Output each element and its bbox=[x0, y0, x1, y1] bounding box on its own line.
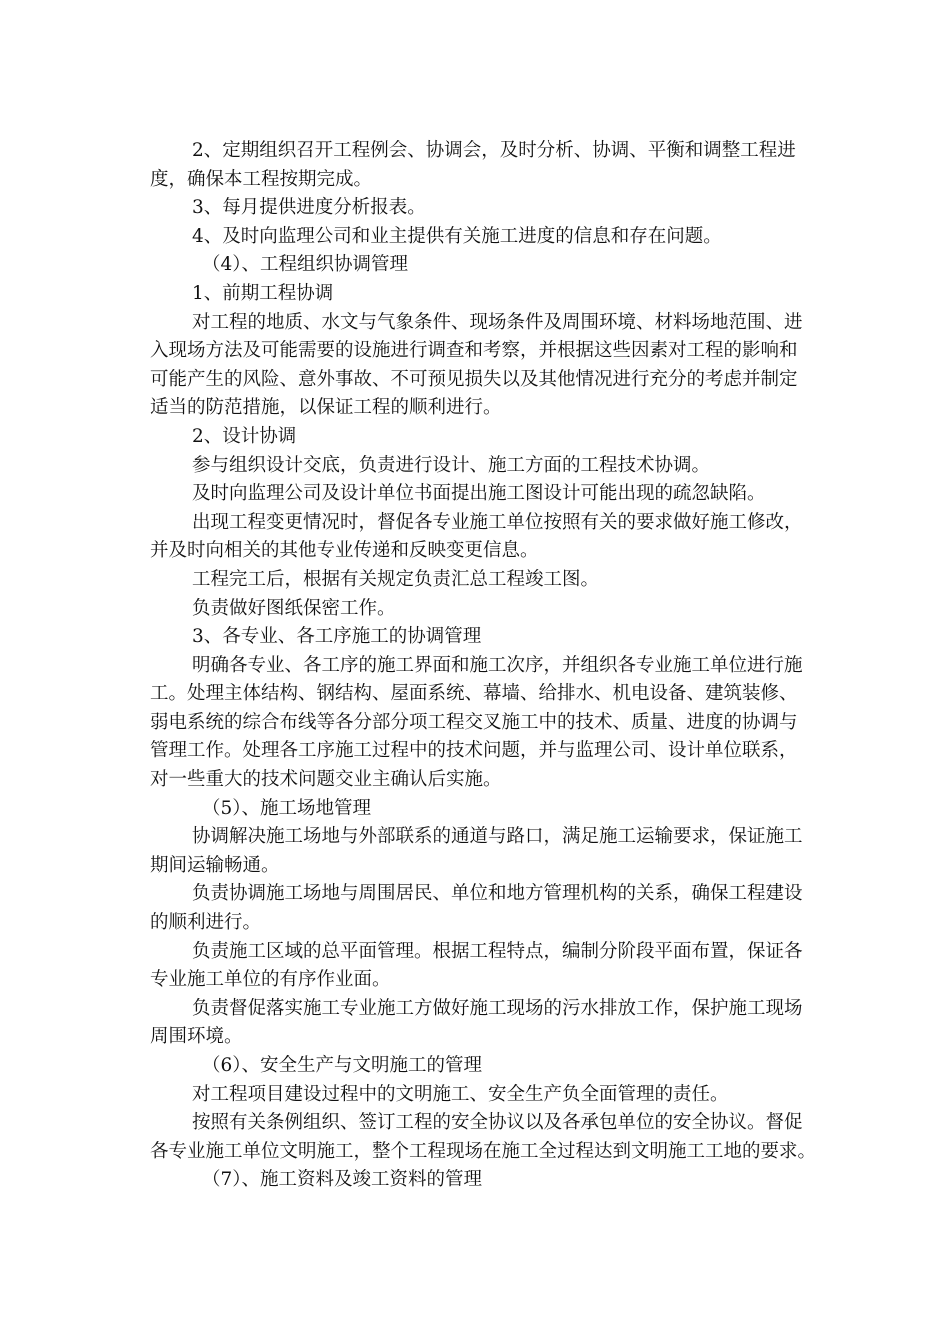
text-line: 专业施工单位的有序作业面。 bbox=[150, 969, 391, 991]
body-paragraph bbox=[150, 452, 832, 481]
text-line: 度，确保本工程按期完成。 bbox=[150, 168, 373, 190]
text-line: 3、每月提供进度分析报表。 bbox=[192, 197, 426, 219]
body-paragraph bbox=[150, 595, 832, 624]
text-line: （5）、施工场地管理 bbox=[202, 797, 372, 819]
body-paragraph bbox=[150, 137, 832, 194]
text-line: 2、设计协调 bbox=[192, 425, 297, 447]
text-line: 入现场方法及可能需要的设施进行调查和考察，并根据这些因素对工程的影响和 bbox=[150, 340, 798, 362]
section-heading bbox=[150, 251, 832, 280]
body-paragraph bbox=[150, 223, 832, 252]
body-paragraph bbox=[150, 423, 832, 452]
body-paragraph bbox=[150, 194, 832, 223]
text-line: 明确各专业、各工序的施工界面和施工次序，并组织各专业施工单位进行施 bbox=[192, 654, 803, 676]
body-paragraph bbox=[150, 509, 832, 566]
body-paragraph bbox=[150, 1081, 832, 1110]
text-line: 负责施工区域的总平面管理。根据工程特点，编制分阶段平面布置，保证各 bbox=[192, 940, 803, 962]
text-line: 期间运输畅通。 bbox=[150, 854, 280, 876]
text-line: 协调解决施工场地与外部联系的通道与路口，满足施工运输要求，保证施工 bbox=[192, 826, 803, 848]
body-paragraph bbox=[150, 652, 832, 795]
body-paragraph bbox=[150, 566, 832, 595]
text-line: 周围环境。 bbox=[150, 1026, 243, 1048]
text-line: 工程完工后，根据有关规定负责汇总工程竣工图。 bbox=[192, 568, 600, 590]
text-line: 4、及时向监理公司和业主提供有关施工进度的信息和存在问题。 bbox=[192, 225, 722, 247]
text-line: （6）、安全生产与文明施工的管理 bbox=[202, 1055, 483, 1076]
body-paragraph bbox=[150, 309, 832, 423]
document-page bbox=[150, 137, 832, 1195]
body-paragraph bbox=[150, 280, 832, 309]
text-line: 适当的防范措施，以保证工程的顺利进行。 bbox=[150, 397, 502, 419]
text-line: 弱电系统的综合布线等各分部分项工程交叉施工中的技术、质量、进度的协调与 bbox=[150, 711, 798, 733]
section-heading bbox=[150, 1166, 832, 1195]
text-line: 可能产生的风险、意外事故、不可预见损失以及其他情况进行充分的考虑并制定 bbox=[150, 368, 798, 390]
body-paragraph bbox=[150, 880, 832, 937]
text-line: 工。处理主体结构、钢结构、屋面系统、幕墙、给排水、机电设备、建筑装修、 bbox=[150, 683, 798, 705]
text-line: 对工程的地质、水文与气象条件、现场条件及周围环境、材料场地范围、进 bbox=[192, 311, 803, 333]
text-line: （4）、工程组织协调管理 bbox=[202, 254, 409, 276]
text-line: 1、前期工程协调 bbox=[192, 282, 334, 304]
text-line: 3、各专业、各工序施工的协调管理 bbox=[192, 626, 482, 648]
text-line: 负责做好图纸保密工作。 bbox=[192, 597, 396, 619]
body-paragraph bbox=[150, 823, 832, 880]
body-paragraph bbox=[150, 623, 832, 652]
text-line: 各专业施工单位文明施工，整个工程现场在施工全过程达到文明施工工地的要求。 bbox=[150, 1140, 817, 1162]
section-heading bbox=[150, 1052, 832, 1081]
text-line: 并及时向相关的其他专业传递和反映变更信息。 bbox=[150, 540, 539, 562]
text-line: 按照有关条例组织、签订工程的安全协议以及各承包单位的安全协议。督促 bbox=[192, 1112, 803, 1134]
body-paragraph bbox=[150, 1109, 832, 1166]
text-line: 出现工程变更情况时，督促各专业施工单位按照有关的要求做好施工修改， bbox=[192, 511, 803, 533]
text-line: （7）、施工资料及竣工资料的管理 bbox=[202, 1169, 483, 1191]
text-line: 2、定期组织召开工程例会、协调会，及时分析、协调、平衡和调整工程进 bbox=[192, 140, 796, 161]
text-line: 及时向监理公司及设计单位书面提出施工图设计可能出现的疏忽缺陷。 bbox=[192, 483, 766, 505]
body-paragraph bbox=[150, 938, 832, 995]
text-line: 负责督促落实施工专业施工方做好施工现场的污水排放工作，保护施工现场 bbox=[192, 997, 803, 1019]
text-line: 负责协调施工场地与周围居民、单位和地方管理机构的关系，确保工程建设 bbox=[192, 883, 803, 905]
text-line: 对一些重大的技术问题交业主确认后实施。 bbox=[150, 769, 502, 791]
text-line: 参与组织设计交底，负责进行设计、施工方面的工程技术协调。 bbox=[192, 454, 711, 476]
body-paragraph bbox=[150, 995, 832, 1052]
section-heading bbox=[150, 795, 832, 824]
body-paragraph bbox=[150, 480, 832, 509]
text-line: 管理工作。处理各工序施工过程中的技术问题，并与监理公司、设计单位联系， bbox=[150, 740, 798, 762]
text-line: 的顺利进行。 bbox=[150, 912, 262, 934]
text-line: 对工程项目建设过程中的文明施工、安全生产负全面管理的责任。 bbox=[192, 1083, 729, 1105]
